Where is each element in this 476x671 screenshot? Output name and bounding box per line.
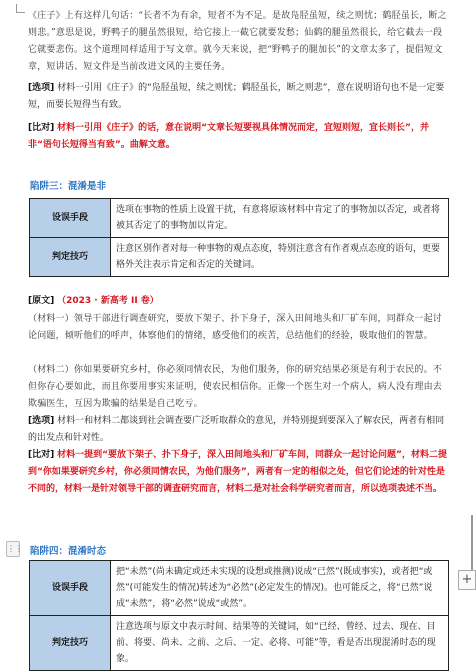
source-paragraph	[28, 293, 448, 310]
option-paragraph-1	[28, 80, 448, 114]
table-row	[30, 199, 449, 238]
comparison-text: 材料一引用《庄子》的话，意在说明“文章长短要视具体情况而定，宜短则短，宜长则长”，并非“语句长短得当有致”。曲解文意。	[28, 123, 429, 150]
table-row	[30, 561, 449, 616]
comparison-text: 材料一提到“要放下架子、扑下身子，深入田间地头和厂矿车间，同群众一起讨论问题”，材料二提到“你如果要研究乡村，你必须同情农民，为他们服务”，两者有一定的相似之处，但它们论述的针对性是不同的，材料一是针对领导干部的调查研究而言，材料二是对社会科学研究者而言，所以选项表述不当。	[28, 450, 447, 494]
row-content: 注意区别作者对每一种事物的观点态度，特别注意含有作者观点态度的语句，更要格外关注表示肯定和否定的关键词。	[111, 238, 449, 277]
section-heading-trap4: 陷阱四：混淆时态	[30, 546, 107, 557]
row-label: 设误手段	[30, 199, 111, 238]
section-heading-trap3: 陷阱三：混淆是非	[30, 181, 107, 192]
comparison-paragraph-1	[28, 120, 448, 154]
plus-icon[interactable]: +	[458, 570, 476, 590]
zhuangzi-quote-paragraph: 《庄子》上有这样几句话：“长者不为有余，短者不为不足。是故凫胫虽短，续之则忧；鹤胫虽长，断之则悲。”意思是说，野鸭子的腿虽然很短，给它接上一截它就要发愁；仙鹤的腿虽然很长，给它截去一段它就要悲伤。这个道理同样适用于写文章。就今天来说，把“野鸭子的腿加长”的文章太多了，提倡短文章，短讲话、短文件是当前改进文风的主要任务。	[28, 11, 447, 72]
drag-handle-icon[interactable]: ⋮⋮	[6, 541, 20, 557]
option-text: 材料一引用《庄子》的“凫胫虽短，续之则忧；鹤胫虽长，断之则悲”，意在说明语句也不是一定要短，而要长短得当有致。	[28, 83, 445, 110]
table-row	[30, 616, 449, 671]
row-content: 选项在事物的性质上设置干扰，有意将原该材料中肯定了的事物加以否定，或者将被其否定了的事物加以肯定。	[111, 199, 449, 238]
option-text: 材料一和材料二都谈到社会调查要广泛听取群众的意见，并特别提到要深入了解农民，两者有相同的出发点和针对性。	[28, 416, 445, 443]
trap4-table	[29, 560, 449, 671]
rail-line	[471, 515, 473, 575]
option-tag: [选项]	[28, 416, 55, 426]
material-one-paragraph: （材料一）领导干部进行调查研究，要放下架子、扑下身子，深入田间地头和厂矿车间，同群众一起讨论问题，倾听他们的呼声，体察他们的情绪，感受他们的疾苦，总结他们的经验，吸取他们的智慧。	[28, 314, 443, 341]
option-paragraph-2	[28, 413, 448, 447]
row-label: 判定技巧	[30, 616, 111, 671]
comparison-paragraph-2	[28, 447, 448, 498]
trap3-table	[29, 198, 449, 277]
material-two-paragraph: （材料二）你如果要研究乡村，你必须同情农民，为他们服务，你的研究结果必须是有利于农民的。不但你存心要如此，而且你要用事实来证明，使农民相信你。正像一个医生对一个病人，病人没有理由去欺骗医生，互因为欺骗的结果是自己吃亏。	[28, 365, 443, 409]
exam-source: （2023 · 新高考 II 卷）	[57, 296, 159, 306]
option-tag: [选项]	[28, 83, 55, 93]
comparison-tag: [比对]	[28, 450, 55, 460]
row-content: 把“未然”(尚未确定或还未实现的设想或推测)说成“已然”(既成事实)，或者把“或然”(可能发生的情况)转述为“必然”(必定发生的情况)。也可能反之，将“已然”说成“未然”，将“必然”说成“或然”。	[111, 561, 449, 616]
page-corner-marker	[16, 4, 25, 13]
table-row	[30, 238, 449, 277]
row-label: 判定技巧	[30, 238, 111, 277]
comparison-tag: [比对]	[28, 123, 55, 133]
source-tag: [原文]	[28, 296, 55, 306]
row-content: 注意选项与原文中表示时间、结果等的关键词，如“已经、曾经、过去、现在、目前、将要、尚未、之前、之后、一定、必将、可能”等，看是否出现混淆时态的现象。	[111, 616, 449, 671]
row-label: 设误手段	[30, 561, 111, 616]
